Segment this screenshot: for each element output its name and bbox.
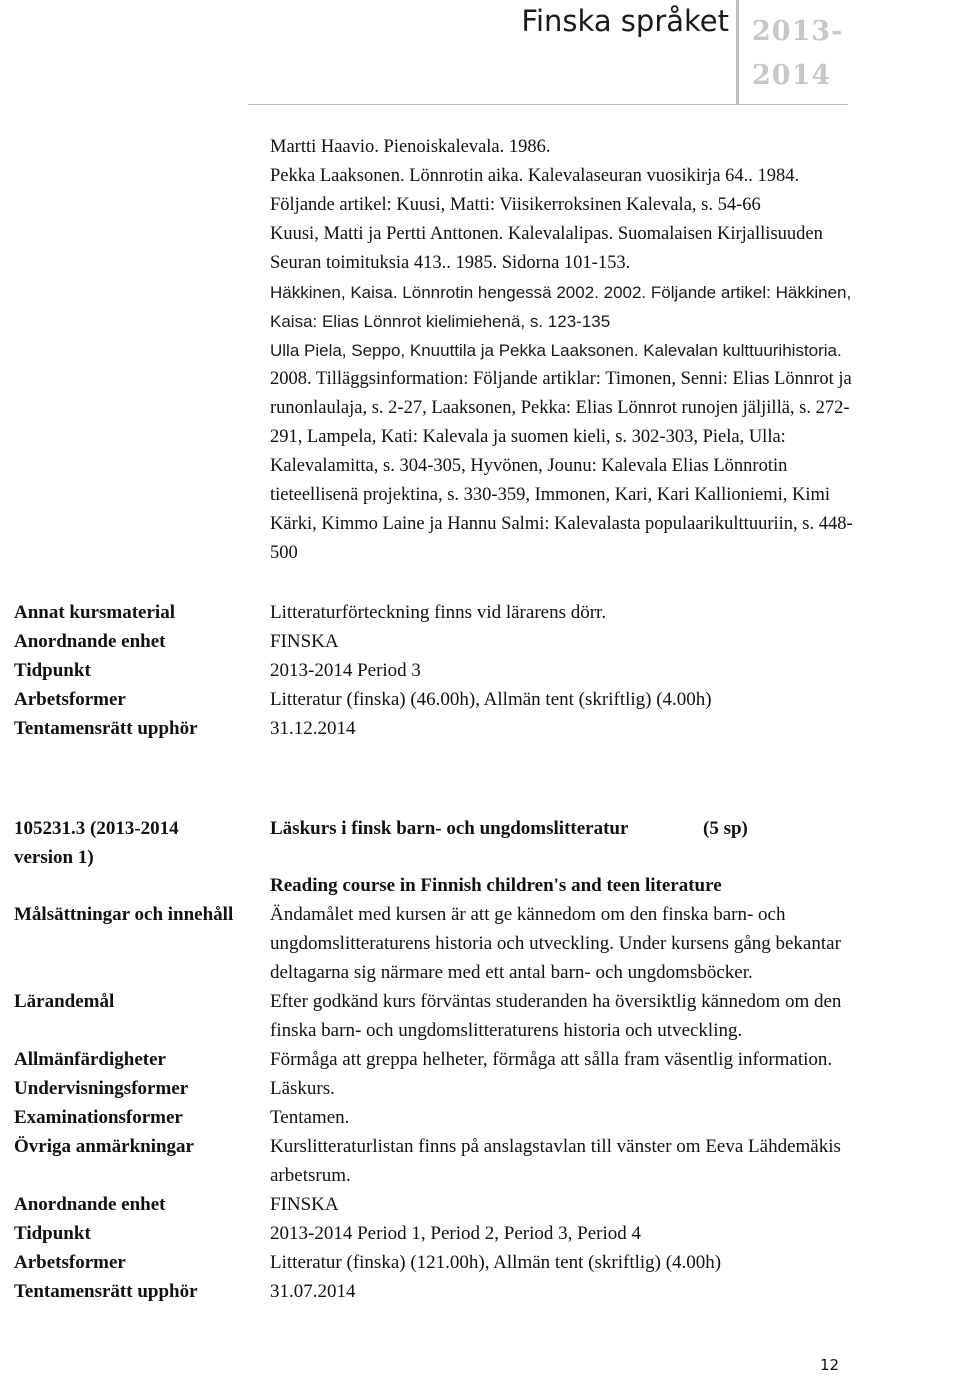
info-label: Tidpunkt: [14, 1223, 91, 1244]
info-row-teaching-forms: [14, 1074, 954, 1103]
course-version: version 1): [14, 847, 94, 868]
info-value: Litteratur (finska) (46.00h), Allmän tent (skriftlig) (4.00h): [270, 689, 712, 710]
course-name-english: Reading course in Finnish children's and teen literature: [270, 875, 722, 896]
literature-line: Häkkinen, Kaisa. Lönnrotin hengessä 2002. 2002. Följande artikel: Häkkinen,: [270, 283, 852, 302]
literature-line: Pekka Laaksonen. Lönnrotin aika. Kalevalaseuran vuosikirja 64.. 1984.: [270, 166, 800, 186]
info-row-goals: [14, 900, 954, 987]
info-row-other-remarks: [14, 1132, 954, 1190]
course-name-swedish: Läskurs i finsk barn- och ungdomslitteratur: [270, 818, 629, 839]
info-label: Examinationsformer: [14, 1107, 183, 1128]
course-id: 105231.3 (2013-2014: [14, 818, 179, 839]
info-row-general-skills: [14, 1045, 954, 1074]
info-row-time: [14, 1219, 954, 1248]
header-divider: [736, 0, 739, 104]
literature-line: 291, Lampela, Kati: Kalevala ja suomen kieli, s. 302-303, Piela, Ulla:: [270, 427, 786, 447]
info-value: Litteraturförteckning finns vid lärarens dörr.: [270, 602, 607, 623]
info-value: Tentamen.: [270, 1107, 350, 1128]
literature-line: 2008. Tilläggsinformation: Följande artiklar: Timonen, Senni: Elias Lönnrot ja: [270, 369, 852, 389]
info-value: Litteratur (finska) (121.00h), Allmän tent (skriftlig) (4.00h): [270, 1252, 722, 1273]
info-row-exam-expiry: [14, 714, 954, 743]
info-value: Efter godkänd kurs förväntas studeranden ha översiktlig kännedom om den: [270, 991, 842, 1012]
page-number: 12: [820, 1356, 840, 1374]
info-label: Arbetsformer: [14, 1252, 126, 1273]
header-year-line2: 2014: [752, 60, 832, 91]
literature-line: Ulla Piela, Seppo, Knuuttila ja Pekka Laaksonen. Kalevalan kulttuurihistoria.: [270, 341, 842, 360]
info-value: 31.07.2014: [270, 1281, 356, 1302]
literature-line: Kärki, Kimmo Laine ja Hannu Salmi: Kalevalasta populaarikulttuuriin, s. 448-: [270, 514, 853, 534]
literature-line: Kuusi, Matti ja Pertti Anttonen. Kalevalalipas. Suomalaisen Kirjallisuuden: [270, 224, 823, 244]
literature-line: 500: [270, 543, 298, 563]
info-label: Allmänfärdigheter: [14, 1049, 166, 1070]
literature-line: tieteellisenä projektina, s. 330-359, Immonen, Kari, Kari Kallioniemi, Kimi: [270, 485, 831, 505]
info-value: Läskurs.: [270, 1078, 335, 1099]
info-value: 2013-2014 Period 1, Period 2, Period 3, Period 4: [270, 1223, 642, 1244]
literature-line: Seuran toimituksia 413.. 1985. Sidorna 101-153.: [270, 253, 631, 273]
info-row-unit: [14, 1190, 954, 1219]
info-label: Tentamensrätt upphör: [14, 1281, 198, 1302]
literature-line: runonlaulaja, s. 2-27, Laaksonen, Pekka: Elias Lönnrot runojen jäljillä, s. 272-: [270, 398, 850, 418]
course-info-table-2: [14, 900, 954, 1306]
info-label: Målsättningar och innehåll: [14, 904, 234, 925]
info-row-material: [14, 598, 954, 627]
info-value: arbetsrum.: [270, 1165, 351, 1186]
info-value: finska barn- och ungdomslitteraturens historia och utveckling.: [270, 1020, 743, 1041]
info-row-learning-outcomes: [14, 987, 954, 1045]
info-row-exam-forms: [14, 1103, 954, 1132]
info-row-time: [14, 656, 954, 685]
header-title: Finska språket: [521, 4, 729, 38]
info-value: Ändamålet med kursen är att ge kännedom om den finska barn- och: [270, 904, 786, 925]
info-label: Lärandemål: [14, 991, 115, 1012]
literature-line: Kalevalamitta, s. 304-305, Hyvönen, Jounu: Kalevala Elias Lönnrotin: [270, 456, 788, 476]
info-label: Tentamensrätt upphör: [14, 718, 198, 739]
literature-line: Martti Haavio. Pienoiskalevala. 1986.: [270, 137, 551, 157]
literature-line: Följande artikel: Kuusi, Matti: Viisikerroksinen Kalevala, s. 54-66: [270, 195, 761, 215]
info-label: Annat kursmaterial: [14, 602, 175, 623]
course-info-table-1: [14, 598, 954, 743]
info-row-workforms: [14, 1248, 954, 1277]
course-credits: (5 sp): [703, 818, 748, 839]
header-underline: [248, 104, 848, 105]
info-value: 31.12.2014: [270, 718, 356, 739]
literature-list: [270, 133, 960, 568]
info-value: FINSKA: [270, 1194, 339, 1215]
info-label: Anordnande enhet: [14, 631, 166, 652]
info-label: Anordnande enhet: [14, 1194, 166, 1215]
info-value: Förmåga att greppa helheter, förmåga att sålla fram väsentlig information.: [270, 1049, 833, 1070]
info-label: Undervisningsformer: [14, 1078, 189, 1099]
literature-line: Kaisa: Elias Lönnrot kielimiehenä, s. 123-135: [270, 312, 611, 331]
info-label: Arbetsformer: [14, 689, 126, 710]
info-value: ungdomslitteraturens historia och utveckling. Under kursens gång bekantar: [270, 933, 841, 954]
info-value: FINSKA: [270, 631, 339, 652]
info-value: Kurslitteraturlistan finns på anslagstavlan till vänster om Eeva Lähdemäkis: [270, 1136, 841, 1157]
info-value: 2013-2014 Period 3: [270, 660, 421, 681]
info-row-workforms: [14, 685, 954, 714]
info-row-exam-expiry: [14, 1277, 954, 1306]
header-year-line1: 2013-: [752, 16, 844, 47]
info-value: deltagarna sig närmare med ett antal barn- och ungdomsböcker.: [270, 962, 753, 983]
info-row-unit: [14, 627, 954, 656]
info-label: Övriga anmärkningar: [14, 1136, 194, 1157]
info-label: Tidpunkt: [14, 660, 91, 681]
